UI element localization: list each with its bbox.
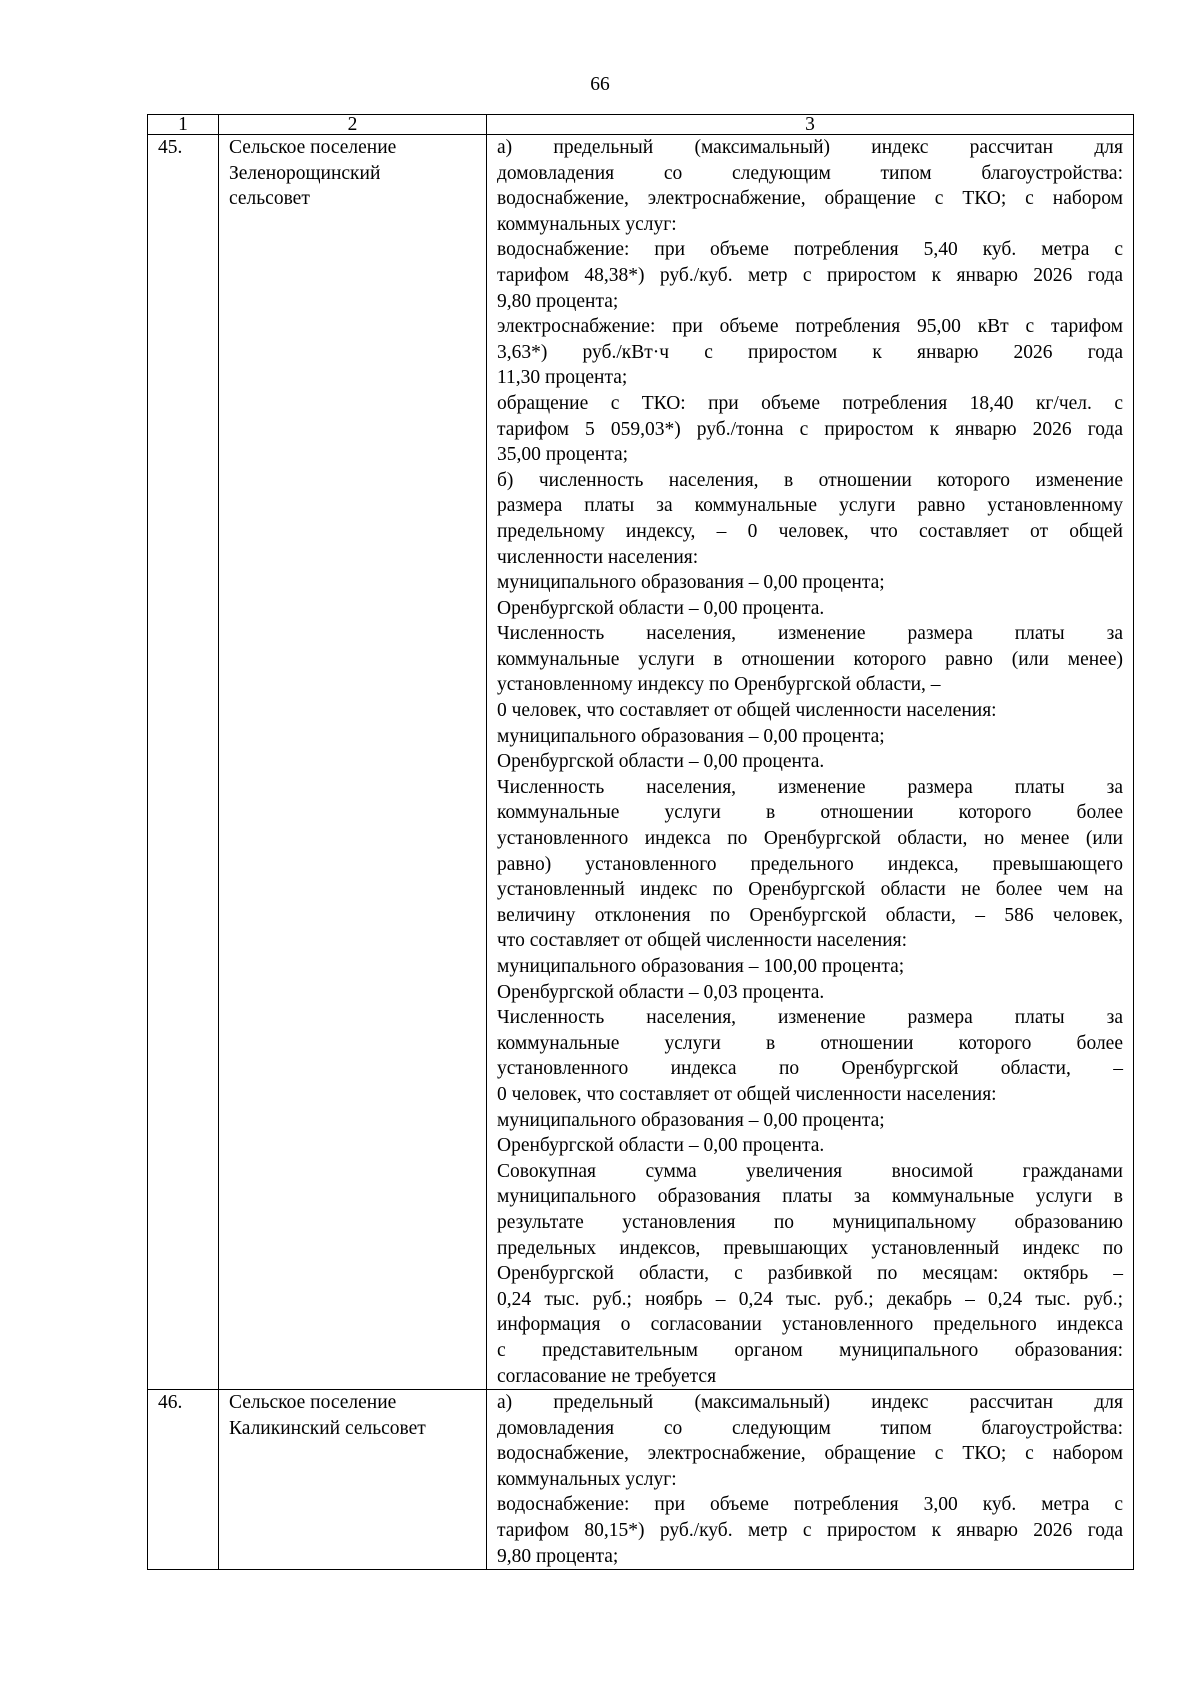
settlement-name-line: Каликинский сельсовет xyxy=(229,1417,426,1439)
text-line: водоснабжение: при объеме потребления 3,00 куб. метра с xyxy=(497,1494,1123,1516)
index-description xyxy=(487,135,1134,1390)
paragraph xyxy=(497,775,1123,1005)
paragraph xyxy=(497,237,1123,314)
text-line: муниципального образования – 0,00 процента; xyxy=(497,725,885,747)
text-line: Оренбургской области, с разбивкой по месяцам: октябрь – xyxy=(497,1263,1123,1285)
text-line: численности населения: xyxy=(497,546,699,568)
text-line: установленного индекса по Оренбургской области, – xyxy=(497,1058,1123,1080)
text-line: домовладения со следующим типом благоустройства: xyxy=(497,1417,1123,1439)
text-line: информация о согласовании установленного предельного индекса xyxy=(497,1314,1123,1336)
text-line: муниципального образования – 0,00 процента; xyxy=(497,1109,885,1131)
indices-table xyxy=(147,114,1134,1570)
paragraph xyxy=(497,1159,1123,1389)
row-number: 46. xyxy=(148,1390,219,1570)
text-line: что составляет от общей численности населения: xyxy=(497,930,908,952)
text-line: Оренбургской области – 0,00 процента. xyxy=(497,1135,825,1157)
text-line: муниципального образования платы за коммунальные услуги в xyxy=(497,1186,1123,1208)
text-line: Оренбургской области – 0,00 процента. xyxy=(497,597,825,619)
paragraph xyxy=(497,1492,1123,1569)
text-line: водоснабжение, электроснабжение, обращение с ТКО; с набором xyxy=(497,1443,1123,1465)
table-header-row xyxy=(148,115,1134,135)
text-line: размера платы за коммунальные услуги равно установленному xyxy=(497,495,1123,517)
text-line: 0 человек, что составляет от общей численности населения: xyxy=(497,700,997,722)
text-line: коммунальные услуги в отношении которого более xyxy=(497,1032,1123,1054)
paragraph xyxy=(497,1390,1123,1492)
text-line: электроснабжение: при объеме потребления 95,00 кВт с тарифом xyxy=(497,316,1123,338)
text-line: равно) установленного предельного индекса, превышающего xyxy=(497,853,1123,875)
text-line: коммунальные услуги в отношении которого более xyxy=(497,802,1123,824)
paragraph xyxy=(497,135,1123,237)
text-line: установленного индекса по Оренбургской области, но менее (или xyxy=(497,828,1123,850)
table-row xyxy=(148,135,1134,1390)
text-line: с представительным органом муниципального образования: xyxy=(497,1339,1123,1361)
settlement-name-line: сельсовет xyxy=(229,188,310,210)
text-line: тарифом 80,15*) руб./куб. метр с приростом к январю 2026 года xyxy=(497,1520,1123,1542)
text-line: 0,24 тыс. руб.; ноябрь – 0,24 тыс. руб.; декабрь – 0,24 тыс. руб.; xyxy=(497,1288,1123,1310)
row-number: 45. xyxy=(148,135,219,1390)
paragraph xyxy=(497,570,1123,621)
text-line: 35,00 процента; xyxy=(497,444,629,466)
text-line: коммунальные услуги в отношении которого равно (или менее) xyxy=(497,648,1123,670)
text-line: Оренбургской области – 0,00 процента. xyxy=(497,751,825,773)
paragraph xyxy=(497,391,1123,468)
text-line: Численность населения, изменение размера платы за xyxy=(497,1007,1123,1029)
settlement-name xyxy=(219,1390,487,1570)
text-line: а) предельный (максимальный) индекс рассчитан для xyxy=(497,137,1123,158)
header-cell-1: 1 xyxy=(148,115,219,135)
header-cell-3: 3 xyxy=(487,115,1134,135)
text-line: 0 человек, что составляет от общей численности населения: xyxy=(497,1083,997,1105)
table-row xyxy=(148,1390,1134,1570)
text-line: а) предельный (максимальный) индекс рассчитан для xyxy=(497,1392,1123,1414)
text-line: б) численность населения, в отношении которого изменение xyxy=(497,469,1123,491)
settlement-name xyxy=(219,135,487,1390)
paragraph xyxy=(497,1005,1123,1159)
text-line: 11,30 процента; xyxy=(497,367,628,389)
text-line: муниципального образования – 0,00 процента; xyxy=(497,572,885,594)
text-line: результате установления по муниципальному образованию xyxy=(497,1211,1123,1233)
text-line: тарифом 48,38*) руб./куб. метр с приростом к январю 2026 года xyxy=(497,264,1123,286)
text-line: Численность населения, изменение размера платы за xyxy=(497,623,1123,645)
text-line: Численность населения, изменение размера платы за xyxy=(497,776,1123,798)
text-line: 9,80 процента; xyxy=(497,1545,619,1567)
text-line: согласование не требуется xyxy=(497,1365,717,1387)
text-line: 9,80 процента; xyxy=(497,290,619,312)
page-number: 66 xyxy=(590,74,610,95)
text-line: водоснабжение, электроснабжение, обращение с ТКО; с набором xyxy=(497,188,1123,210)
text-line: водоснабжение: при объеме потребления 5,40 куб. метра с xyxy=(497,239,1123,261)
text-line: домовладения со следующим типом благоустройства: xyxy=(497,162,1123,184)
text-line: величину отклонения по Оренбургской области, – 586 человек, xyxy=(497,904,1123,926)
settlement-name-line: Зеленорощинский xyxy=(229,162,381,184)
text-line: Оренбургской области – 0,03 процента. xyxy=(497,981,825,1003)
settlement-name-line: Сельское поселение xyxy=(229,1392,397,1414)
paragraph xyxy=(497,468,1123,570)
text-line: предельных индексов, превышающих установленный индекс по xyxy=(497,1237,1123,1259)
index-description xyxy=(487,1390,1134,1570)
text-line: муниципального образования – 100,00 процента; xyxy=(497,956,905,977)
text-line: коммунальных услуг: xyxy=(497,1468,677,1490)
text-line: Совокупная сумма увеличения вносимой гражданами xyxy=(497,1160,1123,1182)
paragraph xyxy=(497,621,1123,775)
paragraph xyxy=(497,314,1123,391)
text-line: предельному индексу, – 0 человек, что составляет от общей xyxy=(497,520,1123,542)
text-line: обращение с ТКО: при объеме потребления 18,40 кг/чел. с xyxy=(497,392,1123,414)
text-line: тарифом 5 059,03*) руб./тонна с приростом к январю 2026 года xyxy=(497,418,1123,440)
settlement-name-line: Сельское поселение xyxy=(229,137,397,158)
text-line: установленный индекс по Оренбургской области не более чем на xyxy=(497,879,1123,901)
text-line: 3,63*) руб./кВт·ч с приростом к январю 2026 года xyxy=(497,341,1123,363)
header-cell-2: 2 xyxy=(219,115,487,135)
text-line: коммунальных услуг: xyxy=(497,213,677,235)
text-line: установленному индексу по Оренбургской области, – xyxy=(497,674,941,696)
